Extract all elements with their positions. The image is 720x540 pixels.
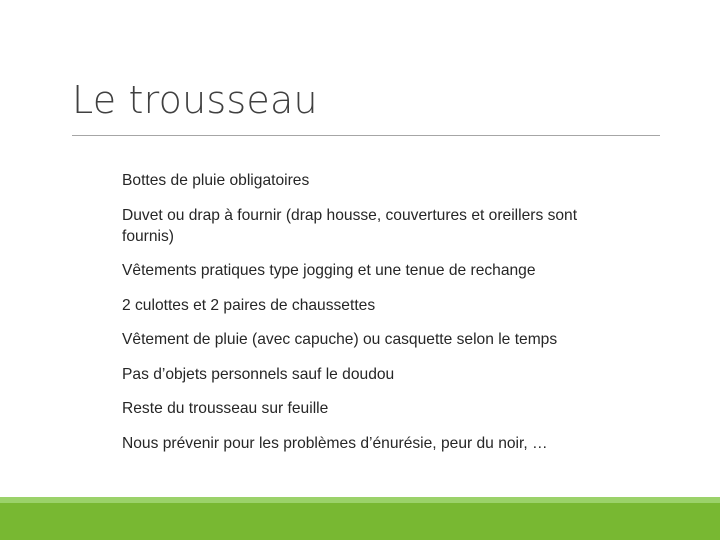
bullet-item: Pas d’objets personnels sauf le doudou — [122, 365, 395, 383]
bullet-item: Duvet ou drap à fournir (drap housse, couvertures et oreillers sont fournis) — [122, 206, 578, 245]
bullet-list — [122, 170, 612, 467]
bullet-item: Bottes de pluie obligatoires — [122, 172, 310, 189]
slide-title: Le trousseau — [72, 78, 318, 122]
footer-accent-dark-stripe — [0, 503, 720, 540]
bullet-item: Vêtement de pluie (avec capuche) ou casquette selon le temps — [122, 331, 558, 348]
footer-accent-bar — [0, 497, 720, 540]
bullet-item: Nous prévenir pour les problèmes d’énurésie, peur du noir, … — [122, 434, 548, 452]
bullet-item: Reste du trousseau sur feuille — [122, 400, 329, 417]
title-divider — [72, 135, 660, 136]
bullet-item: 2 culottes et 2 paires de chaussettes — [122, 296, 376, 314]
bullet-item: Vêtements pratiques type jogging et une tenue de rechange — [122, 262, 536, 279]
